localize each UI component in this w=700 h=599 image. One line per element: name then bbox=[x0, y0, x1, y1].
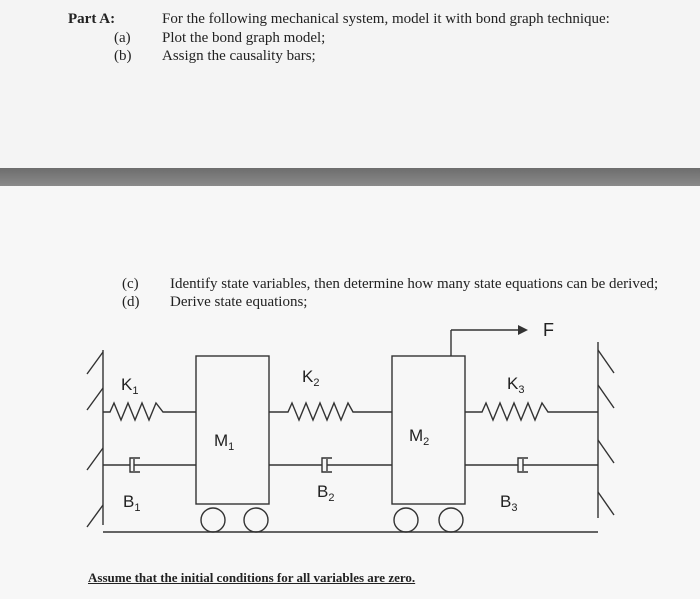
item-d-marker: (d) bbox=[122, 294, 140, 310]
wheel-m2-left bbox=[394, 508, 418, 532]
wheel-m2-right bbox=[439, 508, 463, 532]
damper-b2 bbox=[269, 458, 392, 472]
force-arrowhead bbox=[518, 325, 528, 335]
force-arrow bbox=[451, 330, 520, 356]
b3-label: $B_3$ bbox=[500, 492, 518, 514]
damper-b3 bbox=[465, 458, 598, 472]
wheel-m1-right bbox=[244, 508, 268, 532]
part-label: Part A: bbox=[68, 11, 116, 27]
item-c-text: Identify state variables, then determine how many state equations can be derived; bbox=[170, 276, 659, 292]
item-c-marker: (c) bbox=[122, 276, 139, 292]
spring-k3 bbox=[465, 403, 598, 420]
spring-k2 bbox=[269, 403, 392, 420]
item-d-text: Derive state equations; bbox=[170, 294, 308, 310]
mass-m2 bbox=[392, 356, 465, 504]
left-wall-hatch bbox=[87, 352, 103, 527]
wheel-m1-left bbox=[201, 508, 225, 532]
m1-label: $M_1$ bbox=[214, 431, 235, 453]
m2-label: $M_2$ bbox=[409, 426, 430, 448]
k3-label: $K_3$ bbox=[507, 374, 525, 396]
damper-b1 bbox=[103, 458, 196, 472]
spring-k1 bbox=[103, 403, 196, 420]
intro-text: For the following mechanical system, model it with bond graph technique: bbox=[162, 11, 610, 27]
b1-label: $B_1$ bbox=[123, 492, 141, 514]
item-a-text: Plot the bond graph model; bbox=[162, 30, 326, 46]
item-b-marker: (b) bbox=[114, 48, 132, 64]
footnote: Assume that the initial conditions for all variables are zero. bbox=[88, 570, 416, 585]
b2-label: $B_2$ bbox=[317, 482, 335, 504]
right-wall-hatch bbox=[598, 350, 614, 515]
force-label: F bbox=[543, 320, 554, 340]
item-b-text: Assign the causality bars; bbox=[162, 48, 316, 64]
k1-label: $K_1$ bbox=[121, 375, 139, 397]
item-a-marker: (a) bbox=[114, 30, 131, 46]
k2-label: $K_2$ bbox=[302, 367, 320, 389]
mass-m1 bbox=[196, 356, 269, 504]
